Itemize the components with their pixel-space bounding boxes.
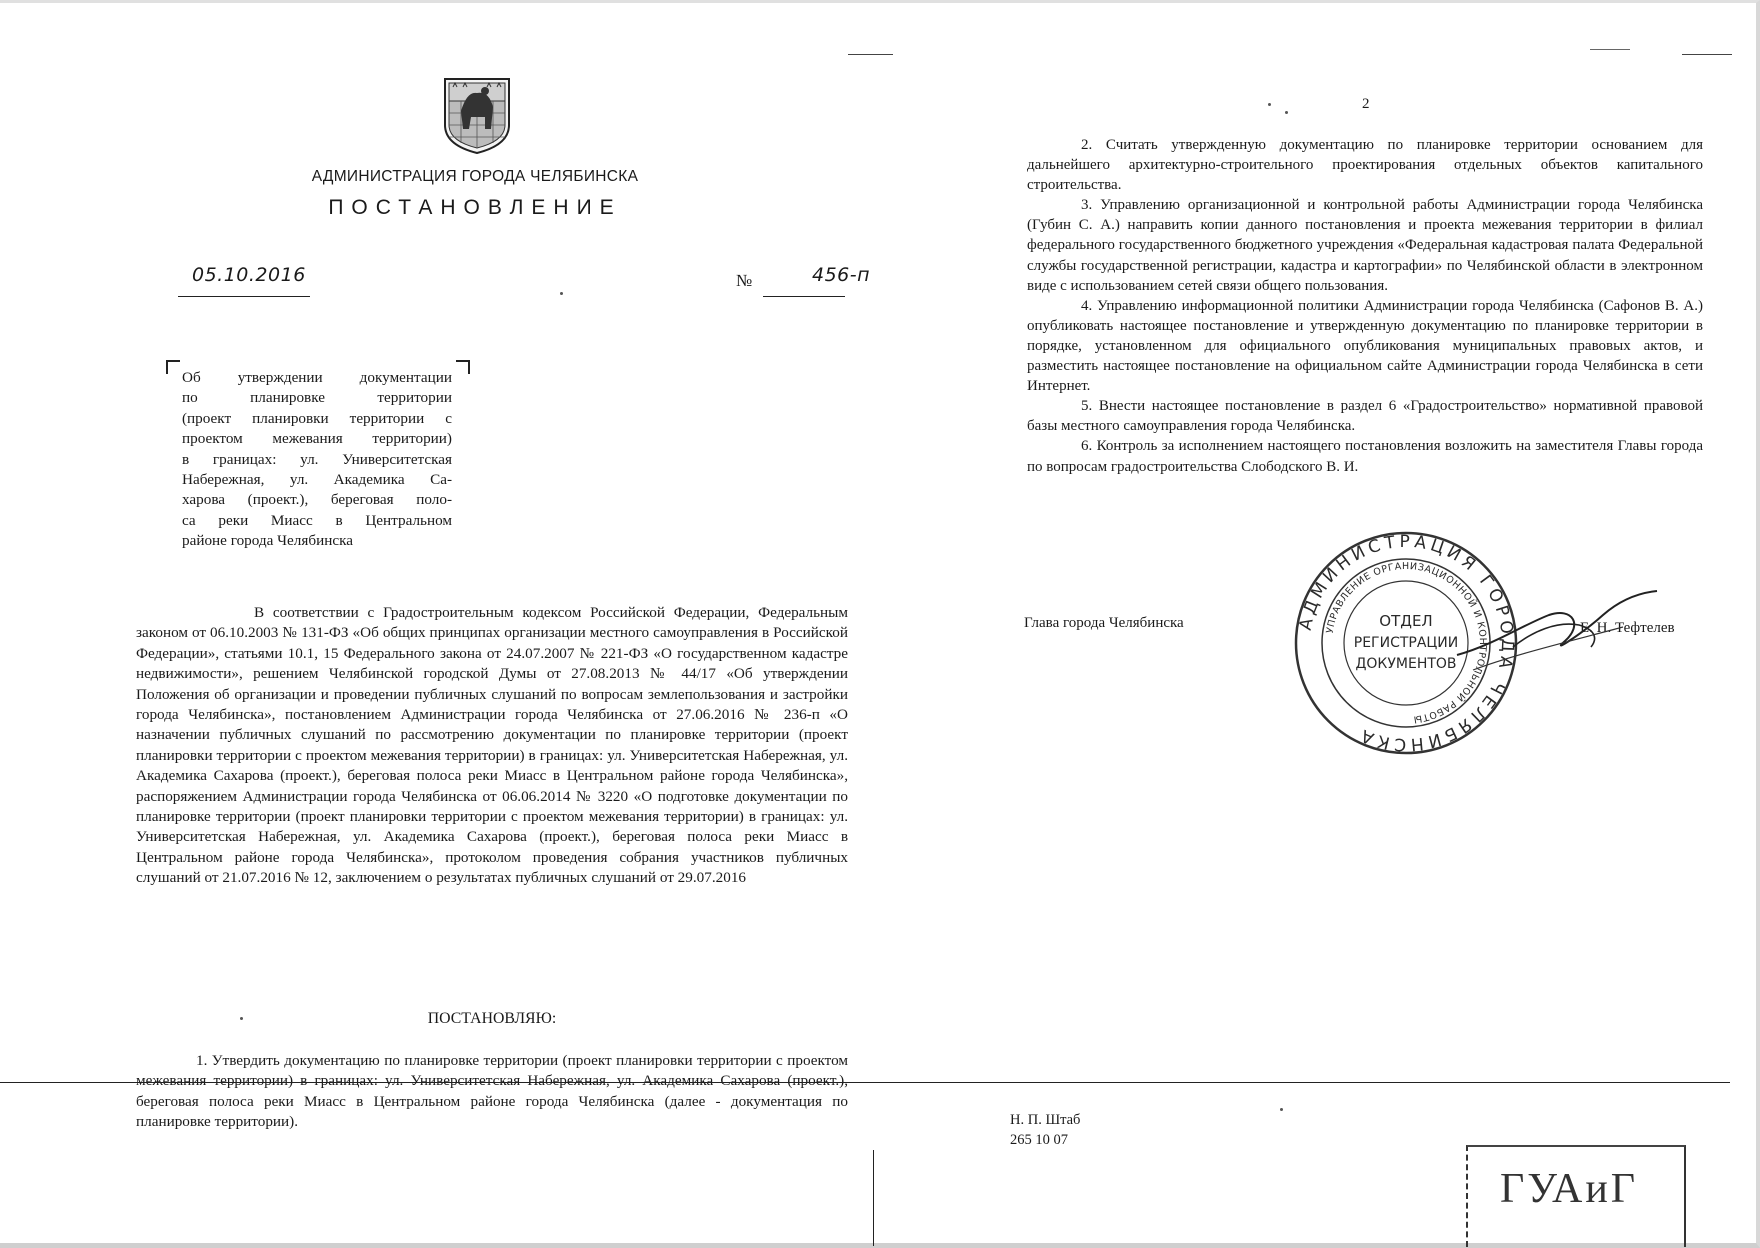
number-sign: № [736,271,753,290]
page-number: 2 [1362,96,1370,112]
subject-line: Об утверждении документации [182,369,452,386]
scan-speck [1285,111,1288,114]
signatory-title: Глава города Челябинска [1024,615,1184,631]
signatory-name: Е. Н. Тефтелев [1580,620,1675,636]
scan-mark [1590,49,1630,50]
scan-speck [560,292,563,295]
administration-name: АДМИНИСТРАЦИЯ ГОРОДА ЧЕЛЯБИНСКА [311,168,639,185]
subject-line: проектом межевания территории) [182,430,452,448]
decree-item: 3. Управлению организационной и контрольной работы Администрации города Челябинска (Губин С. А.) направить копии данного постановления и проекта межевания территории в филиал федерального государственного бюджетного учреждения «Федеральная кадастровая палата Федеральной службы государственной регистрации, кадастра и картографии» по Челябинской области в электронном виде с использованием сетей связи общего пользования. [1027,197,1703,294]
stamp-inner-text: УПРАВЛЕНИЕ ОРГАНИЗАЦИОННОЙ И КОНТРОЛЬНОЙ РАБОТЫ [1324,560,1489,725]
subject-bracket-right [456,360,470,374]
executor-name: Н. П. Штаб [1010,1112,1081,1128]
fold-line [873,1150,874,1246]
subject-line: (проект планировки территории с [182,409,452,427]
document-number: 456-п [812,264,871,286]
office-mark: ГУАиГ [1500,1166,1639,1212]
subject-line: харова (проект.), береговая поло- [182,491,452,509]
stamp-outer-text: АДМИНИСТРАЦИЯ ГОРОДА ЧЕЛЯБИНСКА [1295,531,1518,755]
decree-item: 1. Утвердить документацию по планировке территории (проект планировки территории с проектом межевания территории) в границах: ул. Университетская Набережная, ул. Академика Сахарова (проект.), береговая полоса реки Миасс в Центральном районе города Челябинска (далее - документация по планировке территории). [136,1052,848,1131]
scan-speck [1268,103,1271,106]
stamp-center-line: ДОКУМЕНТОВ [1355,656,1457,672]
subject-line: районе города Челябинска [182,532,353,550]
decree-item: 4. Управлению информационной политики Администрации города Челябинска (Сафонов В. А.) опубликовать настоящее постановление и утвержденную документацию по планировке территории в порядке, установленном для официального опубликования муниципальных правовых актов, и разместить настоящее постановление на официальном сайте Администрации города Челябинска в сети Интернет. [1027,297,1703,395]
scan-mark [1682,54,1732,55]
document-subject [182,368,452,552]
scan-speck [1280,1108,1283,1111]
decree-items-right [1027,135,1703,477]
subject-line: в границах: ул. Университетская [182,450,452,468]
stamp-center-line: РЕГИСТРАЦИИ [1353,635,1459,651]
preamble [136,603,848,889]
subject-line: са реки Миасс в Центральном [182,511,452,529]
decree-items-left [136,1051,848,1133]
subject-line: Набережная, ул. Академика Са- [182,471,452,489]
decree-word: ПОСТАНОВЛЯЮ: [427,1010,557,1027]
scan-mark [848,54,893,55]
executor-phone: 265 10 07 [1010,1132,1068,1148]
footer-rule [0,1082,1730,1083]
decree-item: 6. Контроль за исполнением настоящего постановления возложить на заместителя Главы города по вопросам градостроительства Слободского В. И. [1027,438,1703,475]
executor-info [1010,1110,1080,1150]
decree-item: 2. Считать утвержденную документацию по планировке территории основанием для дальнейшего архитектурно-строительного проектирования отдельных объектов капитального строительства. [1027,137,1703,194]
city-emblem-icon [441,73,513,155]
handwritten-signature [1453,585,1663,680]
decree-item: 5. Внести настоящее постановление в раздел 6 «Градостроительство» нормативной правовой базы местного самоуправления города Челябинска. [1027,398,1703,435]
document-title: ПОСТАНОВЛЕНИЕ [328,196,622,219]
document-date: 05.10.2016 [192,264,306,286]
preamble-paragraph: В соответствии с Градостроительным кодексом Российской Федерации, Федеральным законом от 06.10.2003 № 131-ФЗ «Об общих принципах организации местного самоуправления в Российской Федерации», статьями 10.1, 15 Федерального закона от 24.07.2007 № 221-ФЗ «О государственном кадастре недвижимости», решением Челябинской городской Думы от 27.08.2013 № 44/17 «Об утверждении Положения об организации и проведении публичных слушаний по вопросам землепользования и застройки города Челябинска», постановлением Администрации города Челябинска от 27.06.2016 № 236-п «О назначении публичных слушаний по рассмотрению документации по планировке территории (проект планировки территории с проектом межевания территории) в границах: ул. Университетская Набережная, ул. Академика Сахарова (проект.), береговая полоса реки Миасс в Центральном районе города Челябинска», распоряжением Администрации города Челябинска от 06.06.2014 № 3220 «О подготовке документации по планировке территории (проект планировки территории с проектом межевания территории) в границах: ул. Университетская Набережная, ул. Академика Сахарова (проект.), береговая полоса реки Миасс в Центральном районе города Челябинска», протоколом проведения собрания участников публичных слушаний от 21.07.2016 № 12, заключением о результатах публичных слушаний от 29.07.2016 [136,604,848,887]
subject-line: по планировке территории [182,389,452,407]
subject-bracket-left [166,360,180,374]
stamp-center-line: ОТДЕЛ [1379,612,1433,630]
